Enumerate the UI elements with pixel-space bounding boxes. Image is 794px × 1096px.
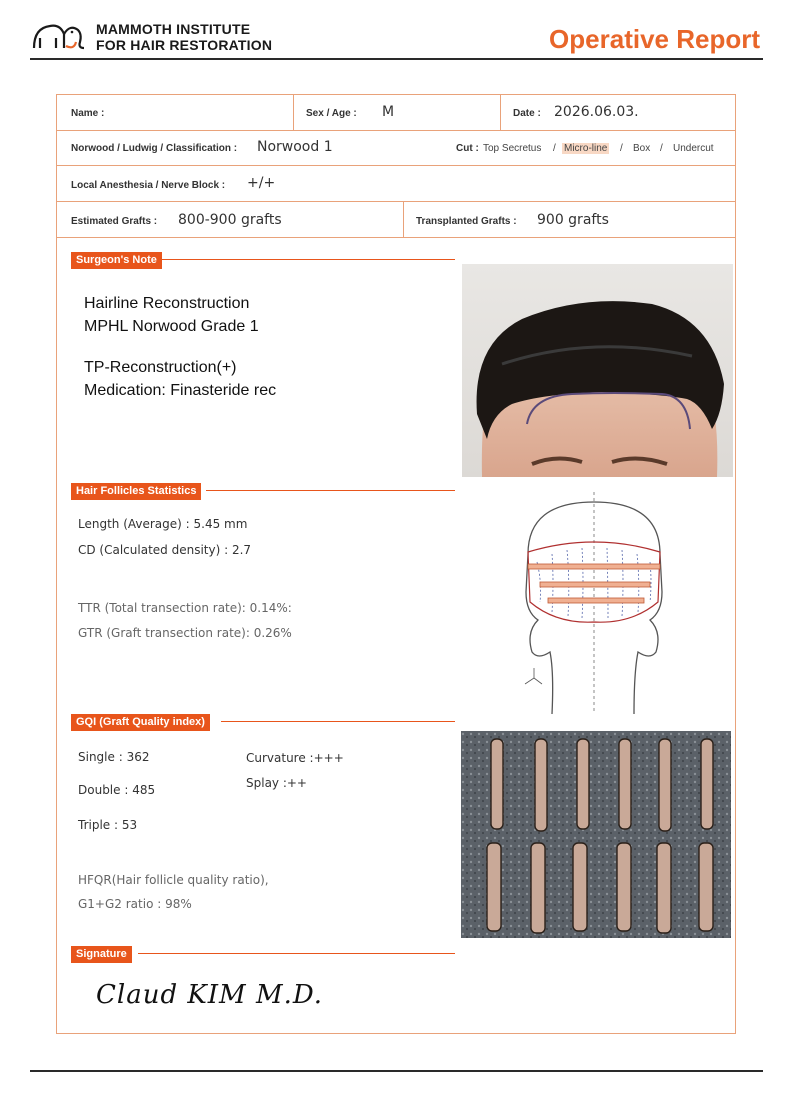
anesthesia-label: Local Anesthesia / Nerve Block : <box>71 180 226 191</box>
gqi-splay: Splay :++ <box>246 776 307 790</box>
transplanted-grafts-field[interactable]: 900 grafts <box>537 212 609 228</box>
estimated-grafts-label: Estimated Grafts : <box>71 216 158 227</box>
cut-label: Cut : <box>456 143 479 154</box>
brand-line-1: MAMMOTH INSTITUTE <box>96 21 251 37</box>
divider <box>293 95 294 130</box>
cut-separator: / <box>660 143 663 154</box>
section-header-gqi: GQI (Graft Quality index) <box>71 714 210 731</box>
classification-label: Norwood / Ludwig / Classification : <box>71 143 238 154</box>
estimated-grafts-field[interactable]: 800-900 grafts <box>178 212 282 228</box>
stat-length: Length (Average) : 5.45 mm <box>78 517 248 531</box>
sex-age-field[interactable]: M <box>382 104 395 120</box>
classification-field[interactable]: Norwood 1 <box>257 139 333 155</box>
stat-calculated-density: CD (Calculated density) : 2.7 <box>78 543 252 557</box>
form-row-patient <box>57 95 735 131</box>
header-divider <box>30 58 763 60</box>
gqi-hfqr-line1: HFQR(Hair follicle quality ratio), <box>78 873 269 887</box>
divider <box>500 95 501 130</box>
form-row-anesthesia <box>57 166 735 202</box>
gqi-single: Single : 362 <box>78 750 150 764</box>
page-title: Operative Report <box>549 24 760 54</box>
divider <box>403 202 404 237</box>
section-header-hair-follicles-statistics: Hair Follicles Statistics <box>71 483 201 500</box>
cut-separator: / <box>620 143 623 154</box>
note-line: Hairline Reconstruction <box>84 295 250 312</box>
gqi-hfqr-line2: G1+G2 ratio : 98% <box>78 897 192 911</box>
surgeon-signature: Claud KIM M.D. <box>96 980 324 1010</box>
footer-divider <box>30 1070 763 1072</box>
cut-option-undercut[interactable]: Undercut <box>673 143 714 154</box>
gqi-double: Double : 485 <box>78 783 156 797</box>
gqi-curvature: Curvature :+++ <box>246 751 344 765</box>
note-line <box>84 338 276 356</box>
cut-option-micro-line[interactable]: Micro-line <box>564 143 608 154</box>
cut-option-box[interactable]: Box <box>633 143 651 154</box>
brand-line-2: FOR HAIR RESTORATION <box>96 37 273 53</box>
name-label: Name : <box>71 108 105 119</box>
stat-total-transection-rate: TTR (Total transection rate): 0.14%: <box>78 601 292 615</box>
section-header-signature: Signature <box>71 946 132 963</box>
section-rule <box>206 490 455 491</box>
mammoth-logo-icon <box>30 20 92 52</box>
hairline-photo <box>462 264 733 477</box>
section-header-surgeons-note: Surgeon's Note <box>71 252 162 269</box>
form-row-classification <box>57 131 735 166</box>
note-line: Medication: Finasteride rec <box>84 382 277 399</box>
note-line: MPHL Norwood Grade 1 <box>84 318 259 335</box>
section-rule <box>221 721 455 722</box>
date-field[interactable]: 2026.06.03. <box>554 104 639 120</box>
sex-age-label: Sex / Age : <box>306 108 357 119</box>
brand-name <box>96 21 272 53</box>
cut-option-top-secretus[interactable]: Top Secretus <box>483 143 542 154</box>
donor-area-diagram <box>512 492 672 714</box>
gqi-triple: Triple : 53 <box>78 818 138 832</box>
anesthesia-field[interactable]: +/+ <box>247 175 276 191</box>
form-row-grafts <box>57 202 735 238</box>
stat-graft-transection-rate: GTR (Graft transection rate): 0.26% <box>78 626 292 640</box>
graft-photo <box>461 731 731 938</box>
transplanted-grafts-label: Transplanted Grafts : <box>416 216 517 227</box>
section-rule <box>138 953 455 954</box>
note-line: TP-Reconstruction(+) <box>84 359 237 376</box>
date-label: Date : <box>513 108 541 119</box>
surgeons-note-text <box>84 292 276 402</box>
cut-separator: / <box>553 143 556 154</box>
section-rule <box>160 259 455 260</box>
